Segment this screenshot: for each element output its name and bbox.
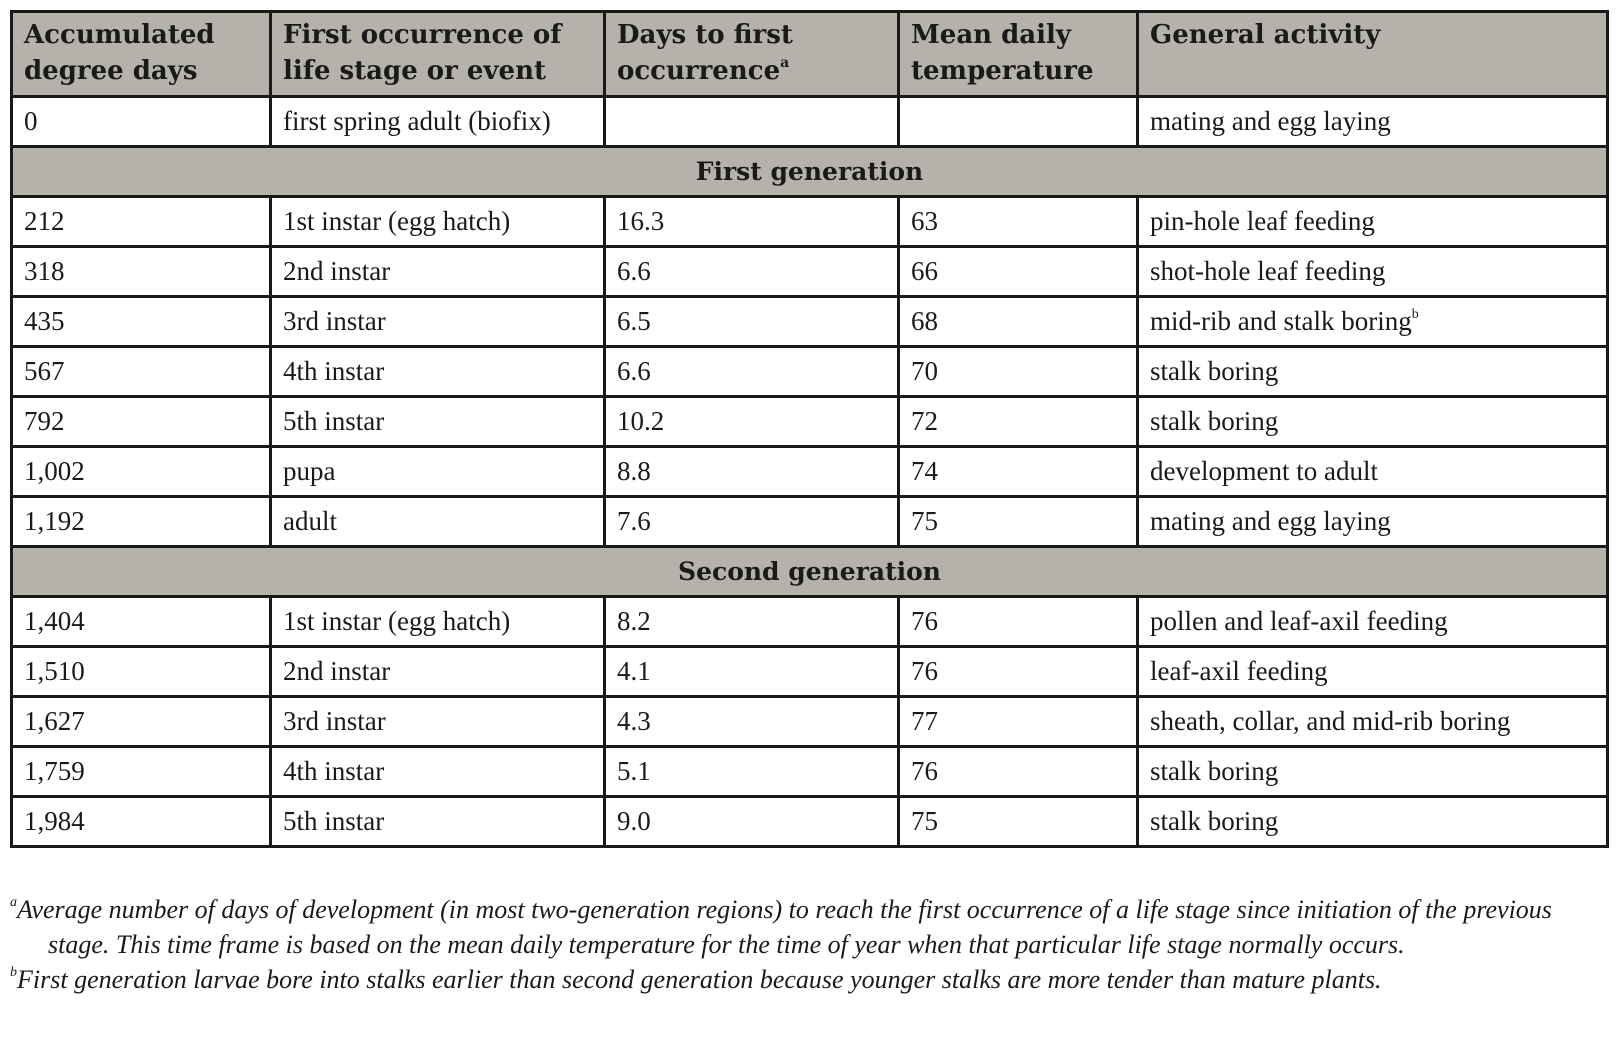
cell-temp: 75 — [899, 497, 1138, 547]
cell-degree-days: 1,627 — [12, 697, 271, 747]
table-row — [12, 697, 1608, 747]
cell-activity: mating and egg laying — [1138, 97, 1608, 147]
cell-activity: development to adult — [1138, 447, 1608, 497]
cell-degree-days: 1,002 — [12, 447, 271, 497]
cell-activity: stalk boring — [1138, 747, 1608, 797]
cell-event: 3rd instar — [271, 297, 605, 347]
cell-temp: 72 — [899, 397, 1138, 447]
table-row — [12, 797, 1608, 847]
group-label: Second generation — [12, 547, 1608, 597]
cell-event: 1st instar (egg hatch) — [271, 597, 605, 647]
degree-day-table — [10, 10, 1609, 848]
footnote-b-mark: b — [10, 965, 17, 980]
cell-degree-days: 567 — [12, 347, 271, 397]
cell-event: adult — [271, 497, 605, 547]
cell-temp — [899, 97, 1138, 147]
cell-degree-days: 318 — [12, 247, 271, 297]
cell-degree-days: 1,984 — [12, 797, 271, 847]
cell-temp: 76 — [899, 647, 1138, 697]
header-row — [12, 12, 1608, 97]
cell-activity: stalk boring — [1138, 797, 1608, 847]
header-first-occurrence: First occurrence of life stage or event — [271, 12, 605, 97]
table-row — [12, 297, 1608, 347]
footnote-a — [10, 892, 1606, 962]
cell-temp: 70 — [899, 347, 1138, 397]
cell-days: 8.2 — [605, 597, 899, 647]
cell-days: 4.3 — [605, 697, 899, 747]
cell-temp: 75 — [899, 797, 1138, 847]
table-row — [12, 597, 1608, 647]
group-label: First generation — [12, 147, 1608, 197]
cell-temp: 76 — [899, 597, 1138, 647]
group-row-second-generation — [12, 547, 1608, 597]
cell-event: 2nd instar — [271, 247, 605, 297]
footnote-mark-a: a — [780, 55, 790, 71]
header-mean-temp: Mean daily temperature — [899, 12, 1138, 97]
cell-event: first spring adult (biofix) — [271, 97, 605, 147]
cell-event: 3rd instar — [271, 697, 605, 747]
cell-activity: pin-hole leaf feeding — [1138, 197, 1608, 247]
header-degree-days: Accumulated degree days — [12, 12, 271, 97]
footnote-a-text: Average number of days of development (in most two-generation regions) to reach the first occurrence of a life stage since initiation of the previous stage. This time frame is based on the mean daily temperature for the time of year when that particular life stage normally occurs. — [17, 895, 1552, 959]
cell-temp: 66 — [899, 247, 1138, 297]
table-row — [12, 747, 1608, 797]
cell-activity: stalk boring — [1138, 397, 1608, 447]
cell-event: 4th instar — [271, 747, 605, 797]
cell-days: 8.8 — [605, 447, 899, 497]
table-row — [12, 497, 1608, 547]
cell-degree-days: 435 — [12, 297, 271, 347]
cell-days: 6.5 — [605, 297, 899, 347]
footnote-mark-b: b — [1411, 307, 1419, 322]
cell-temp: 63 — [899, 197, 1138, 247]
cell-activity: pollen and leaf-axil feeding — [1138, 597, 1608, 647]
cell-days: 10.2 — [605, 397, 899, 447]
cell-event: 5th instar — [271, 397, 605, 447]
biofix-row — [12, 97, 1608, 147]
cell-degree-days: 792 — [12, 397, 271, 447]
cell-activity: leaf-axil feeding — [1138, 647, 1608, 697]
cell-event: 5th instar — [271, 797, 605, 847]
cell-temp: 76 — [899, 747, 1138, 797]
cell-event: 4th instar — [271, 347, 605, 397]
footnotes — [10, 892, 1606, 997]
cell-days: 6.6 — [605, 247, 899, 297]
header-general-activity: General activity — [1138, 12, 1608, 97]
cell-days — [605, 97, 899, 147]
cell-event: 2nd instar — [271, 647, 605, 697]
table-row — [12, 197, 1608, 247]
cell-days: 16.3 — [605, 197, 899, 247]
cell-days: 5.1 — [605, 747, 899, 797]
cell-days: 7.6 — [605, 497, 899, 547]
cell-event: pupa — [271, 447, 605, 497]
cell-activity: shot-hole leaf feeding — [1138, 247, 1608, 297]
table-row — [12, 447, 1608, 497]
cell-activity: stalk boring — [1138, 347, 1608, 397]
table-row — [12, 347, 1608, 397]
cell-temp: 74 — [899, 447, 1138, 497]
footnote-b-text: First generation larvae bore into stalks earlier than second generation because younger stalks are more tender than mature plants. — [17, 965, 1382, 994]
cell-degree-days: 1,510 — [12, 647, 271, 697]
table-row — [12, 647, 1608, 697]
cell-degree-days: 1,192 — [12, 497, 271, 547]
cell-event: 1st instar (egg hatch) — [271, 197, 605, 247]
cell-days: 4.1 — [605, 647, 899, 697]
cell-activity: sheath, collar, and mid-rib boring — [1138, 697, 1608, 747]
table-row — [12, 397, 1608, 447]
cell-degree-days: 1,759 — [12, 747, 271, 797]
cell-activity: mid-rib and stalk boring$^b$ — [1138, 297, 1608, 347]
footnote-b — [10, 962, 1606, 997]
cell-days: 6.6 — [605, 347, 899, 397]
header-days-to-first: Days to first occurrence$^a$ — [605, 12, 899, 97]
cell-activity: mating and egg laying — [1138, 497, 1608, 547]
table-row — [12, 247, 1608, 297]
cell-degree-days: 212 — [12, 197, 271, 247]
cell-degree-days: 1,404 — [12, 597, 271, 647]
cell-temp: 77 — [899, 697, 1138, 747]
cell-degree-days: 0 — [12, 97, 271, 147]
cell-days: 9.0 — [605, 797, 899, 847]
cell-temp: 68 — [899, 297, 1138, 347]
group-row-first-generation — [12, 147, 1608, 197]
footnote-a-mark: a — [10, 895, 17, 910]
